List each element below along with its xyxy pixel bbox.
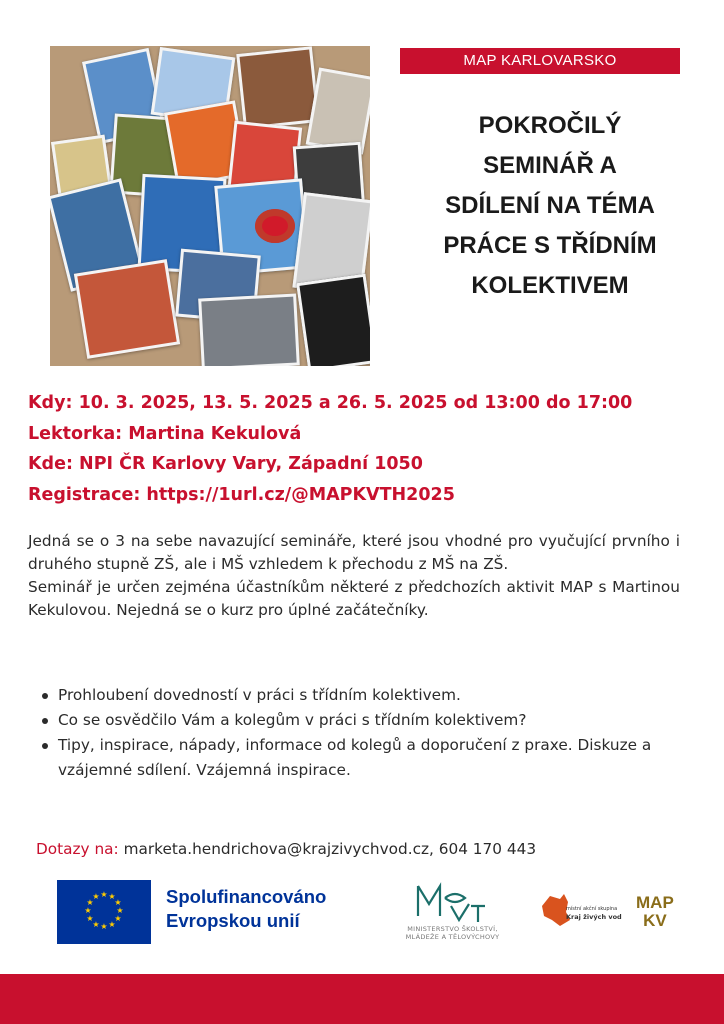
title-line: KOLEKTIVEM bbox=[471, 272, 629, 299]
event-location: Kde: NPI ČR Karlovy Vary, Západní 1050 bbox=[28, 454, 423, 474]
title-line: SDÍLENÍ NA TÉMA bbox=[445, 192, 655, 219]
description-paragraph: Jedná se o 3 na sebe navazující semináře, které jsou vhodné pro vyučující prvního i druhého stupně ZŠ, ale i MŠ vzhledem k přechodu z MŠ na ZŠ. bbox=[28, 532, 680, 573]
msmt-caption-line: MINISTERSTVO ŠKOLSTVÍ, bbox=[407, 925, 498, 933]
kzv-caption-line: Kraj živých vod bbox=[566, 913, 622, 921]
list-item: Co se osvědčilo Vám a kolegům v práci s třídním kolektivem? bbox=[40, 708, 690, 733]
registration-link[interactable]: Registrace: https://1url.cz/@MAPKVTH2025 bbox=[28, 484, 455, 505]
svg-text:★: ★ bbox=[84, 906, 92, 915]
svg-text:★: ★ bbox=[108, 920, 116, 929]
description bbox=[28, 530, 680, 622]
topic-list bbox=[40, 683, 690, 783]
svg-text:★: ★ bbox=[92, 892, 100, 901]
svg-text:★: ★ bbox=[86, 914, 94, 923]
svg-text:★: ★ bbox=[108, 892, 116, 901]
msmt-caption-line: MLÁDEŽE A TĚLOVÝCHOVY bbox=[405, 933, 500, 941]
map-logo-line: KV bbox=[643, 911, 667, 930]
list-item: Prohloubení dovedností v práci s třídním kolektivem. bbox=[40, 683, 690, 708]
map-logo-line: MAP bbox=[636, 893, 674, 912]
svg-text:★: ★ bbox=[116, 906, 124, 915]
title-line: POKROČILÝ bbox=[478, 112, 622, 139]
kzv-caption bbox=[566, 905, 622, 921]
footer-bar bbox=[0, 974, 724, 1024]
map-kv-logo bbox=[636, 894, 674, 930]
title-line: SEMINÁŘ A bbox=[483, 152, 617, 179]
contact-label: Dotazy na: bbox=[36, 840, 119, 858]
kzv-caption-line: místní akční skupina bbox=[566, 906, 618, 912]
svg-text:★: ★ bbox=[86, 898, 94, 907]
description-paragraph: Seminář je určen zejména účastníkům některé z předchozích aktivit MAP s Martinou Kekulovou. Nejedná se o kurz pro úplné začátečníky. bbox=[28, 578, 680, 619]
svg-text:★: ★ bbox=[92, 920, 100, 929]
svg-text:★: ★ bbox=[100, 890, 108, 899]
event-lecturer: Lektorka: Martina Kekulová bbox=[28, 423, 302, 444]
eu-text-line: Evropskou unií bbox=[166, 910, 300, 931]
contact-email-phone[interactable]: marketa.hendrichova@krajzivychvod.cz, 604 170 443 bbox=[123, 840, 537, 858]
eu-flag-icon bbox=[57, 880, 151, 944]
msmt-caption bbox=[380, 925, 525, 941]
svg-text:★: ★ bbox=[114, 898, 122, 907]
svg-text:★: ★ bbox=[100, 922, 108, 931]
eu-funding-text bbox=[166, 885, 326, 933]
collage-photo bbox=[50, 46, 370, 366]
organization-tag: MAP KARLOVARSKO bbox=[400, 48, 680, 74]
event-dates: Kdy: 10. 3. 2025, 13. 5. 2025 a 26. 5. 2025 od 13:00 do 17:00 bbox=[28, 393, 633, 413]
page-title bbox=[400, 106, 700, 306]
contact-line bbox=[36, 840, 536, 858]
event-info bbox=[28, 388, 708, 510]
title-line: PRÁCE S TŘÍDNÍM bbox=[443, 232, 657, 259]
eu-text-line: Spolufinancováno bbox=[166, 886, 327, 907]
list-item: Tipy, inspirace, nápady, informace od kolegů a doporučení z praxe. Diskuze a vzájemné sdílení. Vzájemná inspirace. bbox=[40, 733, 690, 783]
svg-text:★: ★ bbox=[114, 914, 122, 923]
